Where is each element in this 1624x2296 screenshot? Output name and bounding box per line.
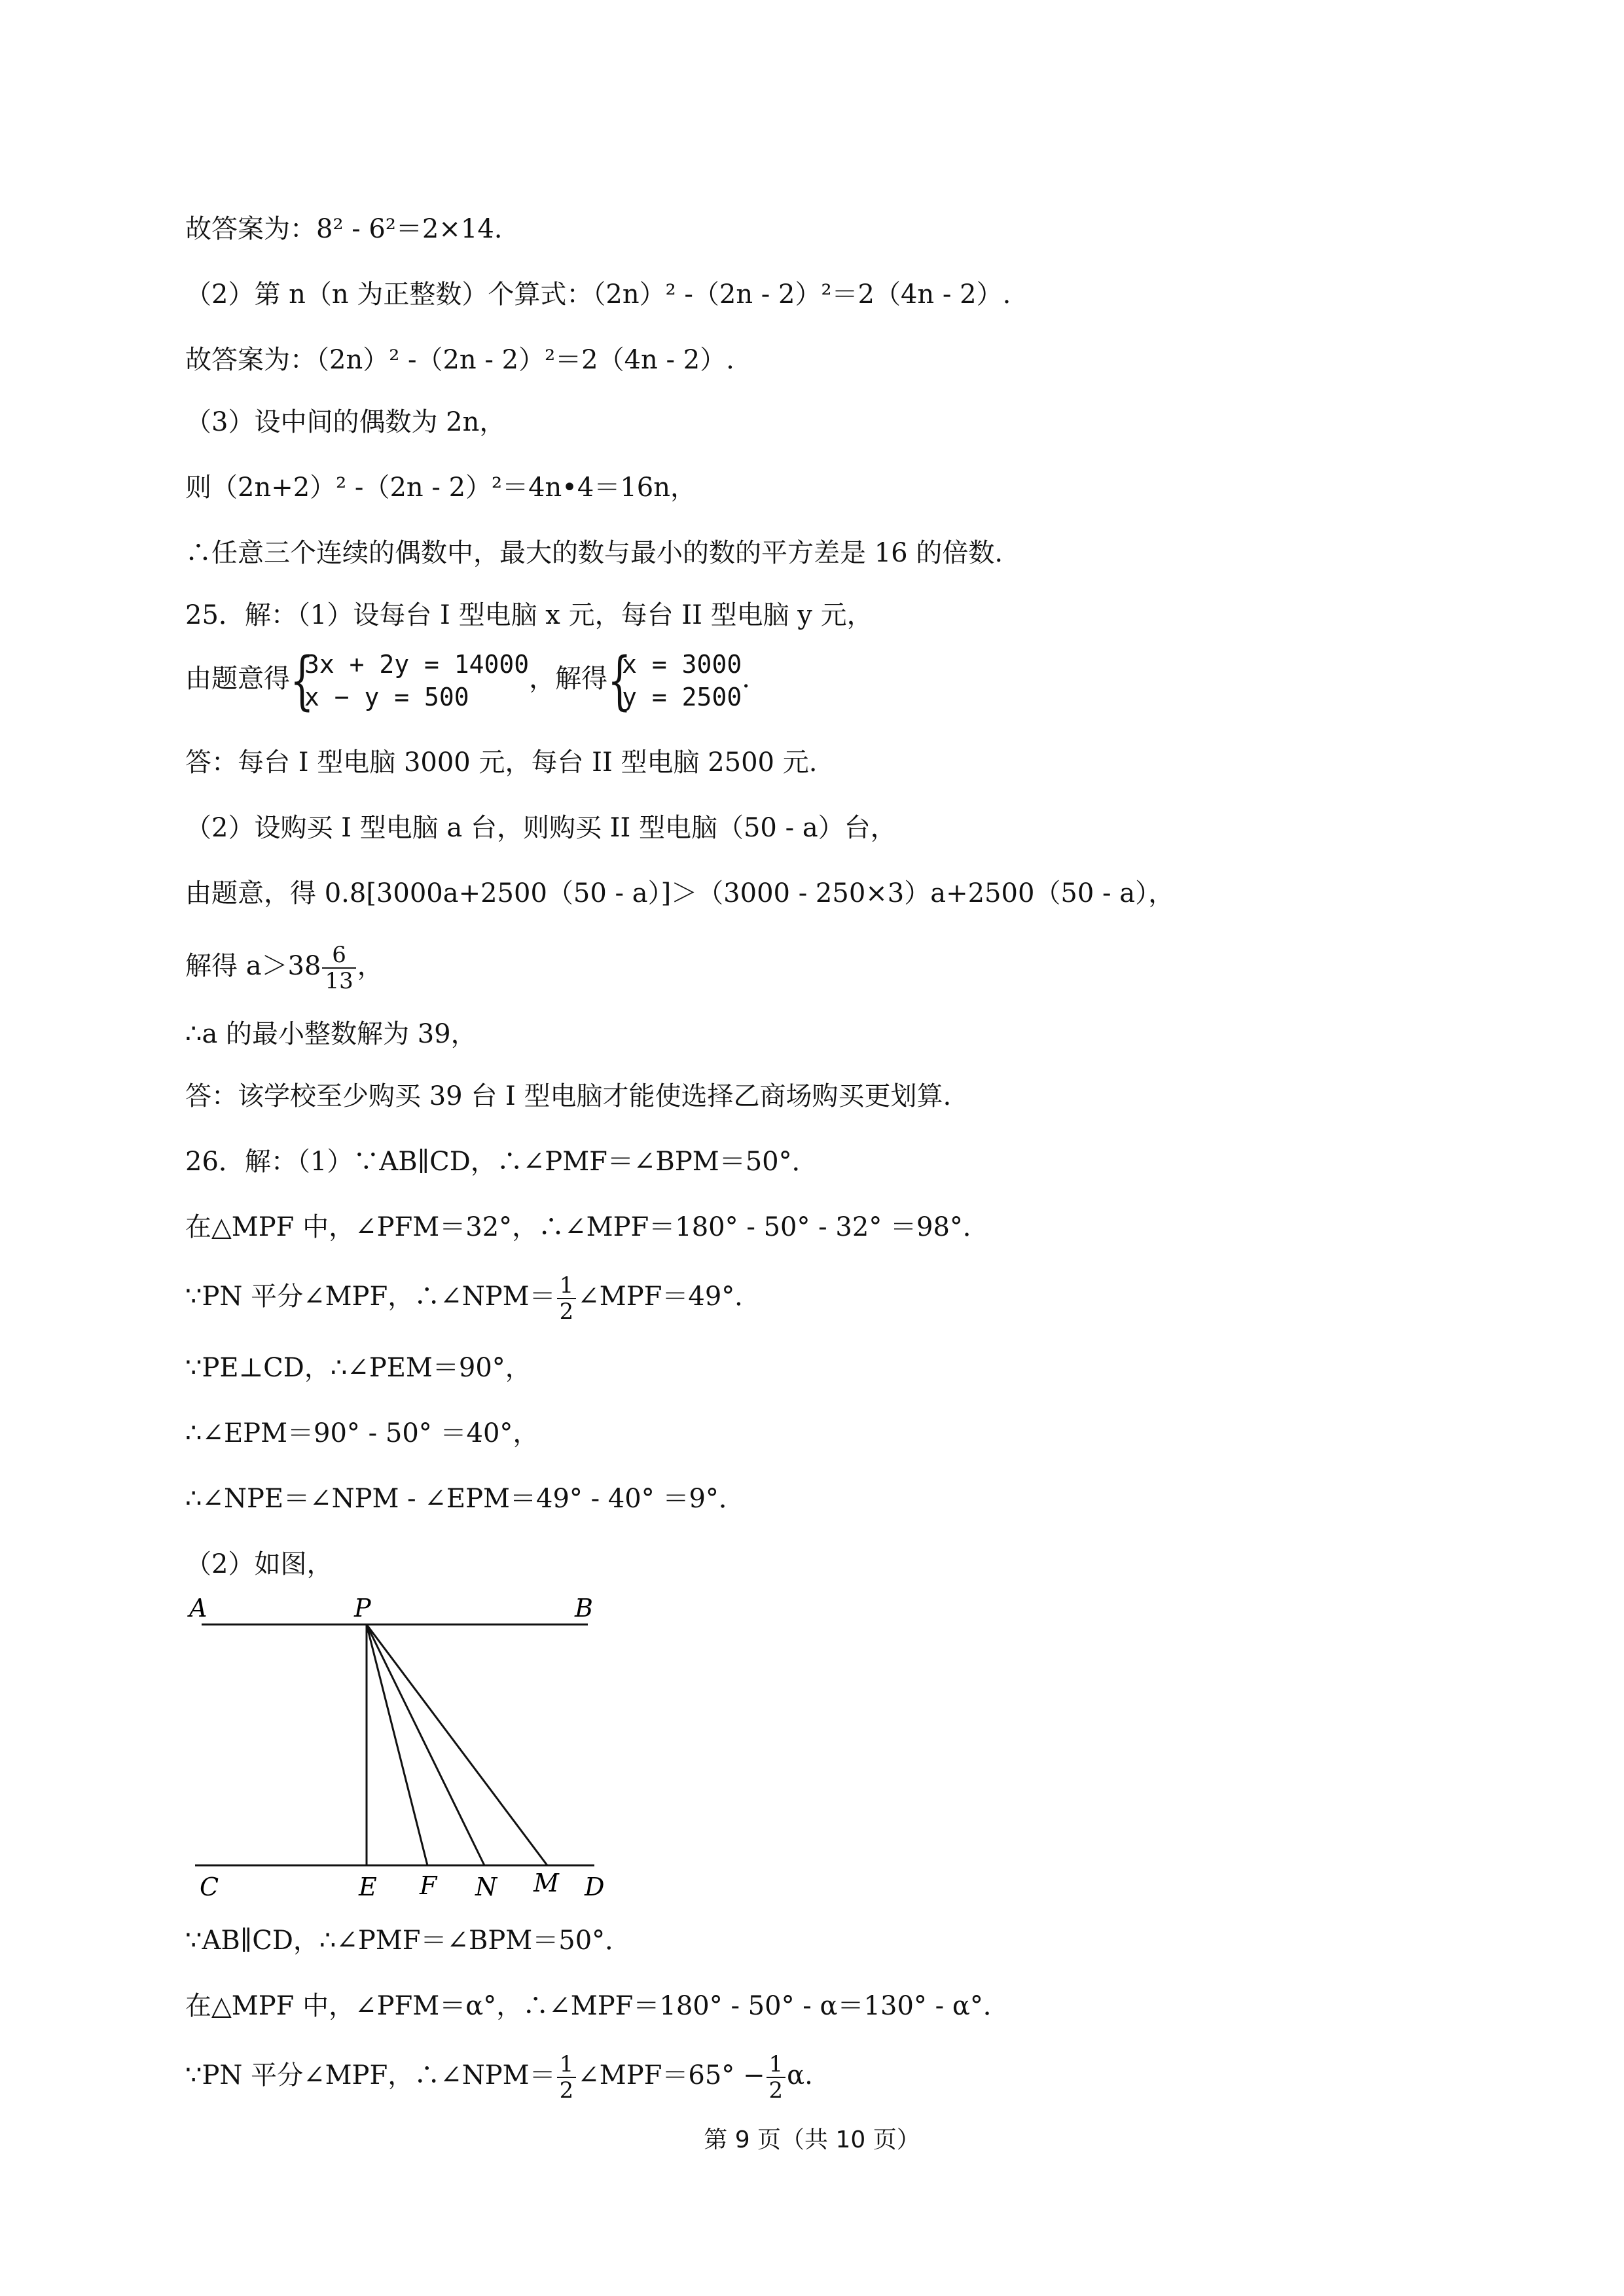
system-suffix: .: [742, 664, 750, 694]
solution-prefix: 解得 a＞38: [185, 951, 321, 981]
problem-26-line-4: ∵PE⊥CD，∴∠PEM＝90°，: [185, 1353, 532, 1383]
problem-26-line-1: 26．解：（1）∵AB∥CD，∴∠PMF＝∠BPM＝50°．: [185, 1147, 818, 1177]
label-d: D: [585, 1873, 605, 1901]
answer-line-3: 故答案为：（2n）² -（2n - 2）²＝2（4n - 2）.: [185, 345, 734, 375]
fraction-one-half-a: [557, 2052, 577, 2103]
fraction-denominator: 2: [559, 2077, 574, 2104]
answer-line-4: （3）设中间的偶数为 2n，: [185, 407, 506, 437]
problem-26-part2-line-1: ∵AB∥CD，∴∠PMF＝∠BPM＝50°．: [185, 1926, 632, 1956]
problem-26-part2-line-2: 在△MPF 中，∠PFM＝α°，∴∠MPF＝180° - 50° - α＝130° - α°．: [185, 1991, 1009, 2021]
fraction-numerator: 1: [557, 1273, 577, 1299]
problem-25-part2-line-1: （2）设购买 I 型电脑 a 台，则购买 II 型电脑（50 - a）台，: [185, 813, 897, 843]
label-a: A: [189, 1594, 208, 1623]
bisector2-mid: ∠MPF＝65° −: [577, 2060, 765, 2090]
solution-suffix: ，: [357, 951, 384, 981]
problem-25-line-1: 25．解：（1）设每台 I 型电脑 x 元，每台 II 型电脑 y 元，: [185, 600, 873, 630]
fraction-one-half-b: [767, 2052, 786, 2103]
problem-25-part2-line-3: [185, 942, 384, 994]
answer-line-2: （2）第 n（n 为正整数）个算式：（2n）² -（2n - 2）²＝2（4n - 2）.: [185, 279, 1011, 310]
bisector2-prefix: ∵PN 平分∠MPF，∴∠NPM＝: [185, 2060, 556, 2090]
system1-eq1: 3x + 2y = 14000: [304, 650, 530, 679]
problem-25-answer-2: 答：该学校至少购买 39 台 I 型电脑才能使选择乙商场购买更划算.: [185, 1081, 952, 1111]
problem-25-answer-1: 答：每台 I 型电脑 3000 元，每台 II 型电脑 2500 元.: [185, 747, 818, 778]
geometry-diagram: [185, 1594, 630, 1901]
fraction-6-13: [322, 942, 355, 994]
bisector-suffix: ∠MPF＝49°．: [577, 1282, 761, 1312]
system-prefix: 由题意得: [185, 664, 290, 694]
bisector-prefix: ∵PN 平分∠MPF，∴∠NPM＝: [185, 1282, 556, 1312]
fraction-denominator: 13: [325, 968, 353, 994]
segment-pm: [367, 1624, 547, 1865]
answer-line-5: 则（2n+2）² -（2n - 2）²＝4n•4＝16n，: [185, 473, 696, 503]
fraction-numerator: 6: [322, 942, 355, 969]
problem-26-line-2: 在△MPF 中，∠PFM＝32°，∴∠MPF＝180° - 50° - 32° ＝98°．: [185, 1212, 989, 1242]
problem-26-part2-line-3: [185, 2052, 813, 2103]
page-footer: 第 9 页（共 10 页）: [704, 2126, 920, 2153]
label-c: C: [200, 1873, 219, 1901]
fraction-numerator: 1: [557, 2052, 577, 2078]
problem-26-line-5: ∴∠EPM＝90° - 50° ＝40°，: [185, 1418, 539, 1448]
label-n: N: [475, 1873, 497, 1901]
problem-25-system-line: [185, 644, 750, 717]
label-b: B: [575, 1594, 593, 1623]
system2-eq1: x = 3000: [622, 650, 742, 679]
bisector2-suffix: α.: [787, 2060, 813, 2090]
equation-system-1: { 3x + 2y = 14000 x − y = 500: [290, 644, 530, 717]
fraction-denominator: 2: [559, 1299, 574, 1325]
label-e: E: [359, 1873, 377, 1901]
fraction-one-half: [557, 1273, 577, 1324]
problem-25-part2-line-4: ∴a 的最小整数解为 39，: [185, 1019, 477, 1049]
label-m: M: [533, 1869, 559, 1897]
fraction-denominator: 2: [768, 2077, 784, 2104]
segment-pf: [367, 1624, 427, 1865]
problem-26-line-3: [185, 1273, 761, 1324]
problem-26-line-6: ∴∠NPE＝∠NPM - ∠EPM＝49° - 40° ＝9°．: [185, 1484, 745, 1514]
fraction-numerator: 1: [767, 2052, 786, 2078]
answer-line-1: 故答案为：8² - 6²＝2×14.: [185, 214, 503, 244]
answer-line-6: ∴任意三个连续的偶数中，最大的数与最小的数的平方差是 16 的倍数.: [185, 538, 1003, 568]
system1-eq2: x − y = 500: [304, 683, 469, 711]
equation-system-2: { x = 3000 y = 2500: [607, 644, 742, 717]
label-p: P: [354, 1594, 371, 1623]
problem-25-part2-line-2: 由题意，得 0.8[3000a+2500（50 - a）]＞（3000 - 250×3）a+2500（50 - a），: [185, 878, 1175, 908]
segment-pn: [367, 1624, 484, 1865]
label-f: F: [420, 1871, 437, 1900]
system2-eq2: y = 2500: [622, 683, 742, 711]
problem-26-part2-intro: （2）如图，: [185, 1549, 333, 1579]
system-mid: ，解得: [529, 664, 608, 694]
